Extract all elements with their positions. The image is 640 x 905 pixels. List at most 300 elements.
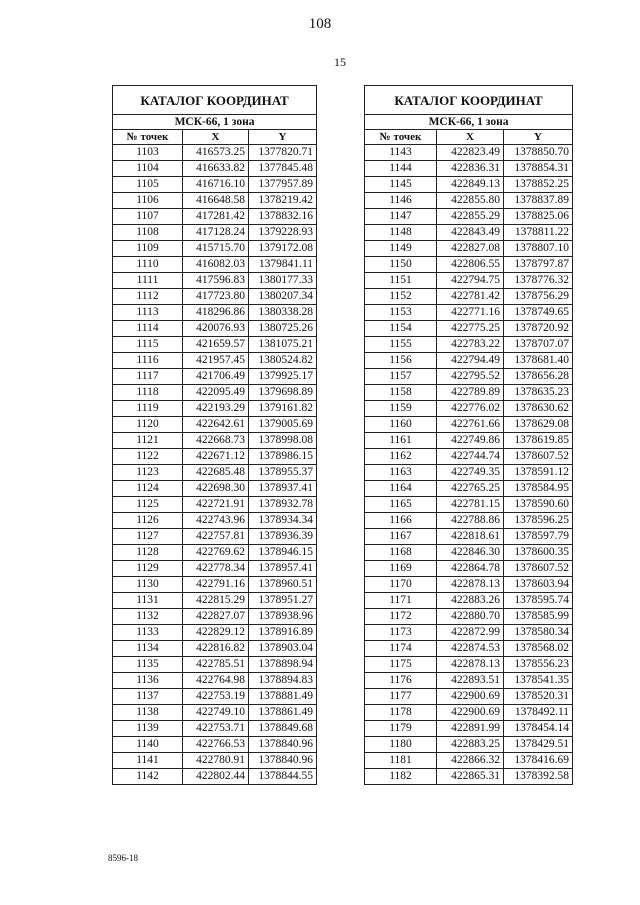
point-number-cell: 1125 [113,497,183,513]
x-coordinate-cell: 422757.81 [183,529,249,545]
y-coordinate-cell: 1378852.25 [504,177,573,193]
x-coordinate-cell: 422791.16 [183,577,249,593]
table-row [113,705,317,721]
y-coordinate-cell: 1378936.39 [249,529,317,545]
y-coordinate-cell: 1378629.08 [504,417,573,433]
x-coordinate-cell: 422827.08 [437,241,504,257]
y-coordinate-cell: 1378597.79 [504,529,573,545]
table-row [113,673,317,689]
point-number-cell: 1154 [365,321,437,337]
y-coordinate-cell: 1378903.04 [249,641,317,657]
x-coordinate-cell: 422744.74 [437,449,504,465]
column-header-y: Y [504,130,573,145]
table-row [113,641,317,657]
point-number-cell: 1161 [365,433,437,449]
x-coordinate-cell: 422855.29 [437,209,504,225]
table-row [365,769,573,785]
point-number-cell: 1146 [365,193,437,209]
y-coordinate-cell: 1378219.42 [249,193,317,209]
point-number-cell: 1144 [365,161,437,177]
point-number-cell: 1153 [365,305,437,321]
page-number: 108 [308,16,332,32]
point-number-cell: 1171 [365,593,437,609]
point-number-cell: 1142 [113,769,183,785]
point-number-cell: 1159 [365,401,437,417]
table-row [113,513,317,529]
x-coordinate-cell: 422765.25 [437,481,504,497]
table-row [113,689,317,705]
x-coordinate-cell: 422818.61 [437,529,504,545]
x-coordinate-cell: 418296.86 [183,305,249,321]
table-row [113,721,317,737]
table-row [365,721,573,737]
table-row [113,321,317,337]
point-number-cell: 1149 [365,241,437,257]
y-coordinate-cell: 1378825.06 [504,209,573,225]
point-number-cell: 1176 [365,673,437,689]
y-coordinate-cell: 1378596.25 [504,513,573,529]
point-number-cell: 1145 [365,177,437,193]
x-coordinate-cell: 421957.45 [183,353,249,369]
catalog-title: КАТАЛОГ КООРДИНАТ [365,86,573,115]
x-coordinate-cell: 416633.82 [183,161,249,177]
point-number-cell: 1104 [113,161,183,177]
table-row [365,193,573,209]
y-coordinate-cell: 1378607.52 [504,561,573,577]
point-number-cell: 1143 [365,145,437,161]
table-row [113,369,317,385]
y-coordinate-cell: 1378811.22 [504,225,573,241]
y-coordinate-cell: 1378584.95 [504,481,573,497]
point-number-cell: 1178 [365,705,437,721]
table-row [365,241,573,257]
table-row [365,225,573,241]
y-coordinate-cell: 1378840.96 [249,753,317,769]
y-coordinate-cell: 1378932.78 [249,497,317,513]
table-row [113,657,317,673]
x-coordinate-cell: 422781.15 [437,497,504,513]
table-row [365,273,573,289]
y-coordinate-cell: 1378837.89 [504,193,573,209]
column-header-point: № точек [113,130,183,145]
point-number-cell: 1156 [365,353,437,369]
y-coordinate-cell: 1379841.11 [249,257,317,273]
table-row [365,353,573,369]
y-coordinate-cell: 1378998.08 [249,433,317,449]
y-coordinate-cell: 1378957.41 [249,561,317,577]
point-number-cell: 1129 [113,561,183,577]
y-coordinate-cell: 1380207.34 [249,289,317,305]
y-coordinate-cell: 1378630.62 [504,401,573,417]
y-coordinate-cell: 1378607.52 [504,449,573,465]
y-coordinate-cell: 1378832.16 [249,209,317,225]
coordinate-catalog-table-right [364,85,573,785]
x-coordinate-cell: 416716.10 [183,177,249,193]
x-coordinate-cell: 422846.30 [437,545,504,561]
y-coordinate-cell: 1379005.69 [249,417,317,433]
y-coordinate-cell: 1378797.87 [504,257,573,273]
x-coordinate-cell: 422783.22 [437,337,504,353]
point-number-cell: 1105 [113,177,183,193]
point-number-cell: 1112 [113,289,183,305]
point-number-cell: 1160 [365,417,437,433]
table-row [365,641,573,657]
table-row [113,401,317,417]
x-coordinate-cell: 422829.12 [183,625,249,641]
table-row [113,417,317,433]
column-header-point: № точек [365,130,437,145]
x-coordinate-cell: 422095.49 [183,385,249,401]
y-coordinate-cell: 1378776.32 [504,273,573,289]
y-coordinate-cell: 1378951.27 [249,593,317,609]
y-coordinate-cell: 1378603.94 [504,577,573,593]
table-row [365,145,573,161]
y-coordinate-cell: 1378556.23 [504,657,573,673]
y-coordinate-cell: 1378986.15 [249,449,317,465]
y-coordinate-cell: 1378580.34 [504,625,573,641]
point-number-cell: 1127 [113,529,183,545]
table-row [113,353,317,369]
point-number-cell: 1136 [113,673,183,689]
table-row [365,433,573,449]
x-coordinate-cell: 422883.26 [437,593,504,609]
point-number-cell: 1163 [365,465,437,481]
table-row [113,609,317,625]
x-coordinate-cell: 417128.24 [183,225,249,241]
y-coordinate-cell: 1380725.26 [249,321,317,337]
x-coordinate-cell: 417723.80 [183,289,249,305]
point-number-cell: 1165 [365,497,437,513]
x-coordinate-cell: 422872.99 [437,625,504,641]
table-row [113,753,317,769]
table-row [113,241,317,257]
point-number-cell: 1133 [113,625,183,641]
y-coordinate-cell: 1378946.15 [249,545,317,561]
column-header-x: X [183,130,249,145]
table-row [113,529,317,545]
x-coordinate-cell: 422668.73 [183,433,249,449]
x-coordinate-cell: 422878.13 [437,657,504,673]
table-row [113,225,317,241]
table-row [113,449,317,465]
y-coordinate-cell: 1378681.40 [504,353,573,369]
x-coordinate-cell: 422883.25 [437,737,504,753]
x-coordinate-cell: 422775.25 [437,321,504,337]
table-row [365,753,573,769]
x-coordinate-cell: 422836.31 [437,161,504,177]
x-coordinate-cell: 420076.93 [183,321,249,337]
y-coordinate-cell: 1377957.89 [249,177,317,193]
x-coordinate-cell: 417281.42 [183,209,249,225]
x-coordinate-cell: 422761.66 [437,417,504,433]
table-row [113,273,317,289]
point-number-cell: 1121 [113,433,183,449]
x-coordinate-cell: 422806.55 [437,257,504,273]
table-row [113,625,317,641]
x-coordinate-cell: 422878.13 [437,577,504,593]
table-body-left [113,145,317,785]
x-coordinate-cell: 422671.12 [183,449,249,465]
y-coordinate-cell: 1378861.49 [249,705,317,721]
point-number-cell: 1151 [365,273,437,289]
x-coordinate-cell: 422816.82 [183,641,249,657]
x-coordinate-cell: 422766.53 [183,737,249,753]
y-coordinate-cell: 1378520.31 [504,689,573,705]
point-number-cell: 1106 [113,193,183,209]
point-number-cell: 1111 [113,273,183,289]
x-coordinate-cell: 422891.99 [437,721,504,737]
x-coordinate-cell: 422193.29 [183,401,249,417]
point-number-cell: 1130 [113,577,183,593]
y-coordinate-cell: 1378955.37 [249,465,317,481]
point-number-cell: 1140 [113,737,183,753]
point-number-cell: 1113 [113,305,183,321]
y-coordinate-cell: 1378849.68 [249,721,317,737]
y-coordinate-cell: 1378590.60 [504,497,573,513]
table-row [365,321,573,337]
x-coordinate-cell: 422893.51 [437,673,504,689]
y-coordinate-cell: 1379161.82 [249,401,317,417]
x-coordinate-cell: 422780.91 [183,753,249,769]
point-number-cell: 1119 [113,401,183,417]
y-coordinate-cell: 1378938.96 [249,609,317,625]
point-number-cell: 1107 [113,209,183,225]
table-row [113,545,317,561]
point-number-cell: 1152 [365,289,437,305]
table-row [365,561,573,577]
y-coordinate-cell: 1378807.10 [504,241,573,257]
x-coordinate-cell: 422789.89 [437,385,504,401]
table-row [113,769,317,785]
table-row [365,481,573,497]
table-row [365,417,573,433]
table-row [365,401,573,417]
point-number-cell: 1173 [365,625,437,641]
document-code: 8596-18 [108,853,138,863]
x-coordinate-cell: 422749.10 [183,705,249,721]
table-row [113,305,317,321]
x-coordinate-cell: 422823.49 [437,145,504,161]
y-coordinate-cell: 1378937.41 [249,481,317,497]
y-coordinate-cell: 1377845.48 [249,161,317,177]
point-number-cell: 1103 [113,145,183,161]
y-coordinate-cell: 1379172.08 [249,241,317,257]
point-number-cell: 1155 [365,337,437,353]
point-number-cell: 1148 [365,225,437,241]
point-number-cell: 1180 [365,737,437,753]
point-number-cell: 1109 [113,241,183,257]
y-coordinate-cell: 1379228.93 [249,225,317,241]
x-coordinate-cell: 421659.57 [183,337,249,353]
table-row [113,737,317,753]
y-coordinate-cell: 1378635.23 [504,385,573,401]
y-coordinate-cell: 1380338.28 [249,305,317,321]
y-coordinate-cell: 1378707.07 [504,337,573,353]
point-number-cell: 1172 [365,609,437,625]
x-coordinate-cell: 422771.16 [437,305,504,321]
table-row [365,625,573,641]
table-row [113,481,317,497]
y-coordinate-cell: 1378894.83 [249,673,317,689]
y-coordinate-cell: 1378881.49 [249,689,317,705]
table-row [113,497,317,513]
column-header-x: X [437,130,504,145]
point-number-cell: 1168 [365,545,437,561]
point-number-cell: 1167 [365,529,437,545]
y-coordinate-cell: 1378960.51 [249,577,317,593]
point-number-cell: 1147 [365,209,437,225]
point-number-cell: 1123 [113,465,183,481]
y-coordinate-cell: 1378416.69 [504,753,573,769]
table-row [113,561,317,577]
x-coordinate-cell: 422785.51 [183,657,249,673]
point-number-cell: 1139 [113,721,183,737]
point-number-cell: 1177 [365,689,437,705]
point-number-cell: 1137 [113,689,183,705]
table-row [113,465,317,481]
x-coordinate-cell: 422778.34 [183,561,249,577]
y-coordinate-cell: 1378454.14 [504,721,573,737]
table-row [365,337,573,353]
table-row [113,593,317,609]
point-number-cell: 1138 [113,705,183,721]
x-coordinate-cell: 422794.75 [437,273,504,289]
point-number-cell: 1166 [365,513,437,529]
x-coordinate-cell: 422802.44 [183,769,249,785]
y-coordinate-cell: 1380524.82 [249,353,317,369]
column-header-y: Y [249,130,317,145]
y-coordinate-cell: 1378656.28 [504,369,573,385]
table-row [365,209,573,225]
table-row [113,257,317,273]
table-row [113,433,317,449]
y-coordinate-cell: 1378854.31 [504,161,573,177]
x-coordinate-cell: 422794.49 [437,353,504,369]
y-coordinate-cell: 1381075.21 [249,337,317,353]
table-row [365,689,573,705]
y-coordinate-cell: 1378585.99 [504,609,573,625]
point-number-cell: 1117 [113,369,183,385]
y-coordinate-cell: 1378756.29 [504,289,573,305]
table-row [365,657,573,673]
x-coordinate-cell: 421706.49 [183,369,249,385]
table-row [365,385,573,401]
y-coordinate-cell: 1378492.11 [504,705,573,721]
table-row [113,577,317,593]
x-coordinate-cell: 422843.49 [437,225,504,241]
y-coordinate-cell: 1378392.58 [504,769,573,785]
y-coordinate-cell: 1380177.33 [249,273,317,289]
y-coordinate-cell: 1378429.51 [504,737,573,753]
point-number-cell: 1131 [113,593,183,609]
y-coordinate-cell: 1378591.12 [504,465,573,481]
x-coordinate-cell: 422749.35 [437,465,504,481]
catalog-zone: МСК-66, 1 зона [365,115,573,130]
y-coordinate-cell: 1378840.96 [249,737,317,753]
catalog-title: КАТАЛОГ КООРДИНАТ [113,86,317,115]
x-coordinate-cell: 415715.70 [183,241,249,257]
point-number-cell: 1115 [113,337,183,353]
x-coordinate-cell: 422721.91 [183,497,249,513]
y-coordinate-cell: 1378934.34 [249,513,317,529]
table-row [113,145,317,161]
point-number-cell: 1157 [365,369,437,385]
point-number-cell: 1150 [365,257,437,273]
x-coordinate-cell: 416648.58 [183,193,249,209]
point-number-cell: 1118 [113,385,183,401]
point-number-cell: 1158 [365,385,437,401]
table-row [113,177,317,193]
table-row [365,673,573,689]
table-row [365,289,573,305]
x-coordinate-cell: 422743.96 [183,513,249,529]
x-coordinate-cell: 416082.03 [183,257,249,273]
y-coordinate-cell: 1378541.35 [504,673,573,689]
x-coordinate-cell: 422753.19 [183,689,249,705]
point-number-cell: 1169 [365,561,437,577]
x-coordinate-cell: 422900.69 [437,705,504,721]
table-row [365,161,573,177]
table-row [365,593,573,609]
table-row [365,369,573,385]
x-coordinate-cell: 422764.98 [183,673,249,689]
table-row [365,545,573,561]
x-coordinate-cell: 422795.52 [437,369,504,385]
table-row [365,257,573,273]
point-number-cell: 1179 [365,721,437,737]
point-number-cell: 1162 [365,449,437,465]
x-coordinate-cell: 422827.07 [183,609,249,625]
point-number-cell: 1170 [365,577,437,593]
y-coordinate-cell: 1378916.89 [249,625,317,641]
table-row [365,305,573,321]
x-coordinate-cell: 422880.70 [437,609,504,625]
x-coordinate-cell: 416573.25 [183,145,249,161]
y-coordinate-cell: 1378568.02 [504,641,573,657]
table-row [365,705,573,721]
x-coordinate-cell: 422776.02 [437,401,504,417]
table-row [365,465,573,481]
point-number-cell: 1126 [113,513,183,529]
table-row [113,193,317,209]
y-coordinate-cell: 1378720.92 [504,321,573,337]
x-coordinate-cell: 422788.86 [437,513,504,529]
x-coordinate-cell: 422698.30 [183,481,249,497]
y-coordinate-cell: 1378844.55 [249,769,317,785]
point-number-cell: 1114 [113,321,183,337]
table-row [365,577,573,593]
catalog-zone: МСК-66, 1 зона [113,115,317,130]
y-coordinate-cell: 1378600.35 [504,545,573,561]
x-coordinate-cell: 422864.78 [437,561,504,577]
table-row [365,449,573,465]
point-number-cell: 1128 [113,545,183,561]
x-coordinate-cell: 422749.86 [437,433,504,449]
y-coordinate-cell: 1378619.85 [504,433,573,449]
table-row [113,209,317,225]
coordinate-catalog-table-left [112,85,317,785]
x-coordinate-cell: 422865.31 [437,769,504,785]
table-row [113,161,317,177]
x-coordinate-cell: 422753.71 [183,721,249,737]
x-coordinate-cell: 422642.61 [183,417,249,433]
table-row [365,497,573,513]
point-number-cell: 1181 [365,753,437,769]
y-coordinate-cell: 1378749.65 [504,305,573,321]
y-coordinate-cell: 1379698.89 [249,385,317,401]
table-row [113,337,317,353]
point-number-cell: 1124 [113,481,183,497]
